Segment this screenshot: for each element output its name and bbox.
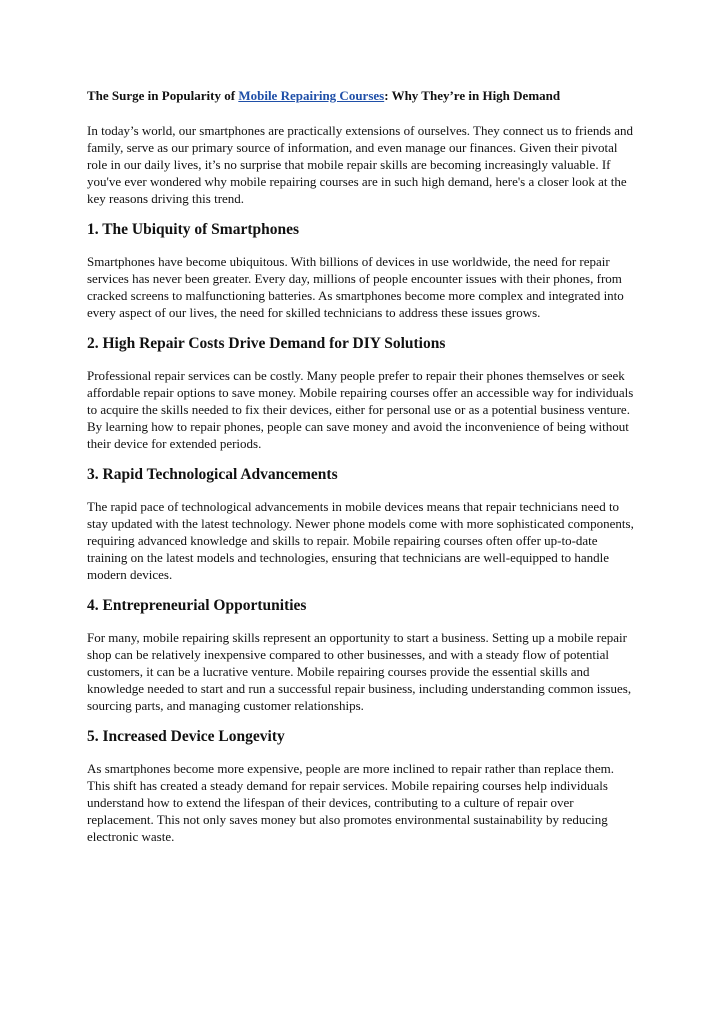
section-repair-costs xyxy=(87,335,635,452)
section-body: As smartphones become more expensive, people are more inclined to repair rather than replace them. This shift has created a steady demand for repair services. Mobile repairing courses help individuals understand how to extend the lifespan of their devices, contributing to a culture of repair over replacement. This not only saves money but also promotes environmental sustainability by reducing electronic waste. xyxy=(87,761,615,844)
section-body: The rapid pace of technological advancements in mobile devices means that repair technicians need to stay updated with the latest technology. Newer phone models come with more sophisticated components, requiring advanced knowledge and skills to repair. Mobile repairing courses often offer up-to-date training on the latest models and technologies, ensuring that technicians are well-equipped to handle modern devices. xyxy=(87,499,634,582)
title-prefix: The Surge in Popularity of xyxy=(87,88,239,103)
section-body: Professional repair services can be costly. Many people prefer to repair their phones themselves or seek affordable repair options to save money. Mobile repairing courses offer an accessible way for individuals to acquire the skills needed to fix their devices, either for personal use or as a potential business venture. By learning how to repair phones, people can save money and avoid the inconvenience of being without their device for extended periods. xyxy=(87,368,634,451)
section-body: For many, mobile repairing skills represent an opportunity to start a business. Setting up a mobile repair shop can be relatively inexpensive compared to other businesses, and with a steady flow of potential customers, it can be a lucrative venture. Mobile repairing courses provide the essential skills and knowledge needed to start and run a successful repair business, including understanding common issues, sourcing parts, and managing customer relationships. xyxy=(87,630,632,713)
document-page xyxy=(87,88,635,859)
section-device-longevity xyxy=(87,728,635,845)
title-suffix: : Why They’re in High Demand xyxy=(384,88,561,103)
section-heading: 1. The Ubiquity of Smartphones xyxy=(87,221,300,238)
section-heading: 5. Increased Device Longevity xyxy=(87,728,285,745)
section-ubiquity xyxy=(87,221,635,321)
section-heading: 4. Entrepreneurial Opportunities xyxy=(87,597,307,614)
mobile-repairing-courses-link[interactable]: Mobile Repairing Courses xyxy=(238,88,385,103)
section-heading: 3. Rapid Technological Advancements xyxy=(87,466,338,483)
section-tech-advancements xyxy=(87,466,635,583)
intro-paragraph: In today’s world, our smartphones are practically extensions of ourselves. They connect us to friends and family, serve as our primary source of information, and even manage our finances. Given their pivotal role in our daily lives, it’s no surprise that mobile repair skills are becoming increasingly valuable. If you've ever wondered why mobile repairing courses are in such high demand, here's a closer look at the key reasons driving this trend. xyxy=(87,123,633,206)
document-title xyxy=(87,88,635,104)
section-body: Smartphones have become ubiquitous. With billions of devices in use worldwide, the need for repair services has never been greater. Every day, millions of people encounter issues with their phones, from cracked screens to malfunctioning batteries. As smartphones become more complex and integrated into every aspect of our lives, the need for skilled technicians to address these issues grows. xyxy=(87,254,624,320)
section-heading: 2. High Repair Costs Drive Demand for DIY Solutions xyxy=(87,335,446,352)
section-entrepreneurial xyxy=(87,597,635,714)
